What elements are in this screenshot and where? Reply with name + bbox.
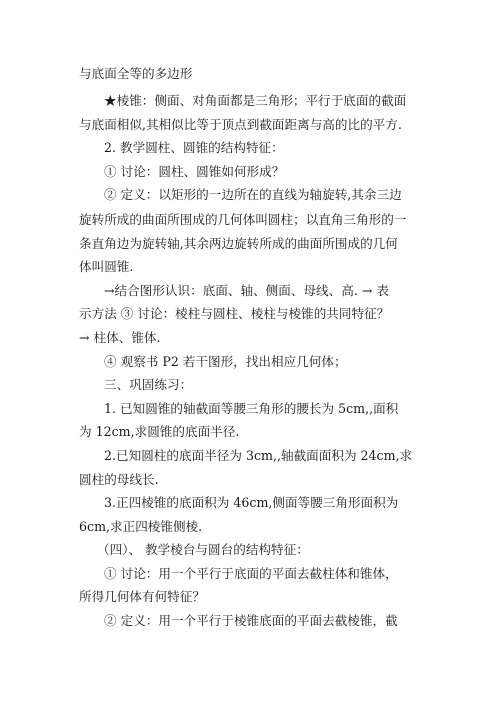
- text-line: → 柱体、锥体.: [79, 330, 161, 345]
- text-line: ② 定义：以矩形的一边所在的直线为轴旋转,其余三边: [104, 187, 402, 202]
- section-heading: 2. 教学圆柱、圆锥的结构特征：: [104, 140, 284, 155]
- text-line: 所得几何体有何特征？: [79, 589, 205, 604]
- text-line: ④ 观察书 P2 若干图形，找出相应几何体；: [104, 354, 347, 369]
- text-line: 体叫圆锥.: [79, 259, 134, 274]
- text-line: 旋转所成的曲面所围成的几何体叫圆柱；以直角三角形的一: [79, 212, 407, 227]
- text-line: 条直角边为旋转轴,其余两边旋转所成的曲面所围成的几何: [79, 236, 398, 251]
- text-line: 与底面相似,其相似比等于顶点到截面距离与高的比的平方.: [79, 117, 402, 132]
- section-heading: （四）、 教学棱台与圆台的结构特征：: [97, 542, 309, 557]
- exercise-1: 1. 已知圆锥的轴截面等腰三角形的腰长为 5cm,,面积: [104, 401, 399, 416]
- text-line: ② 定义：用一个平行于棱锥底面的平面去截棱锥，截: [104, 613, 398, 628]
- section-heading: 三、巩固练习：: [104, 377, 193, 392]
- text-line: 示方法 ③ 讨论：棱柱与圆柱、棱柱与棱锥的共同特征？: [79, 306, 390, 321]
- exercise-3: 3.正四棱锥的底面积为 46cm,侧面等腰三角形面积为: [104, 495, 399, 510]
- text-line: 为 12cm,求圆锥的底面半径.: [79, 424, 240, 439]
- text-line: 圆柱的母线长.: [79, 472, 159, 487]
- text-line: ① 讨论：用一个平行于底面的平面去截柱体和锥体，: [104, 566, 398, 581]
- text-line: ★棱锥：侧面、对角面都是三角形；平行于底面的截面: [104, 93, 407, 108]
- text-line: ① 讨论：圆柱、圆锥如何形成？: [104, 164, 285, 179]
- text-line: →结合图形认识：底面、轴、侧面、母线、高. → 表: [104, 283, 389, 298]
- text-line: 6cm,求正四棱锥侧棱.: [79, 519, 203, 534]
- exercise-2: 2.已知圆柱的底面半径为 3cm,,轴截面面积为 24cm,求: [104, 448, 413, 463]
- text-line: 与底面全等的多边形: [79, 66, 193, 81]
